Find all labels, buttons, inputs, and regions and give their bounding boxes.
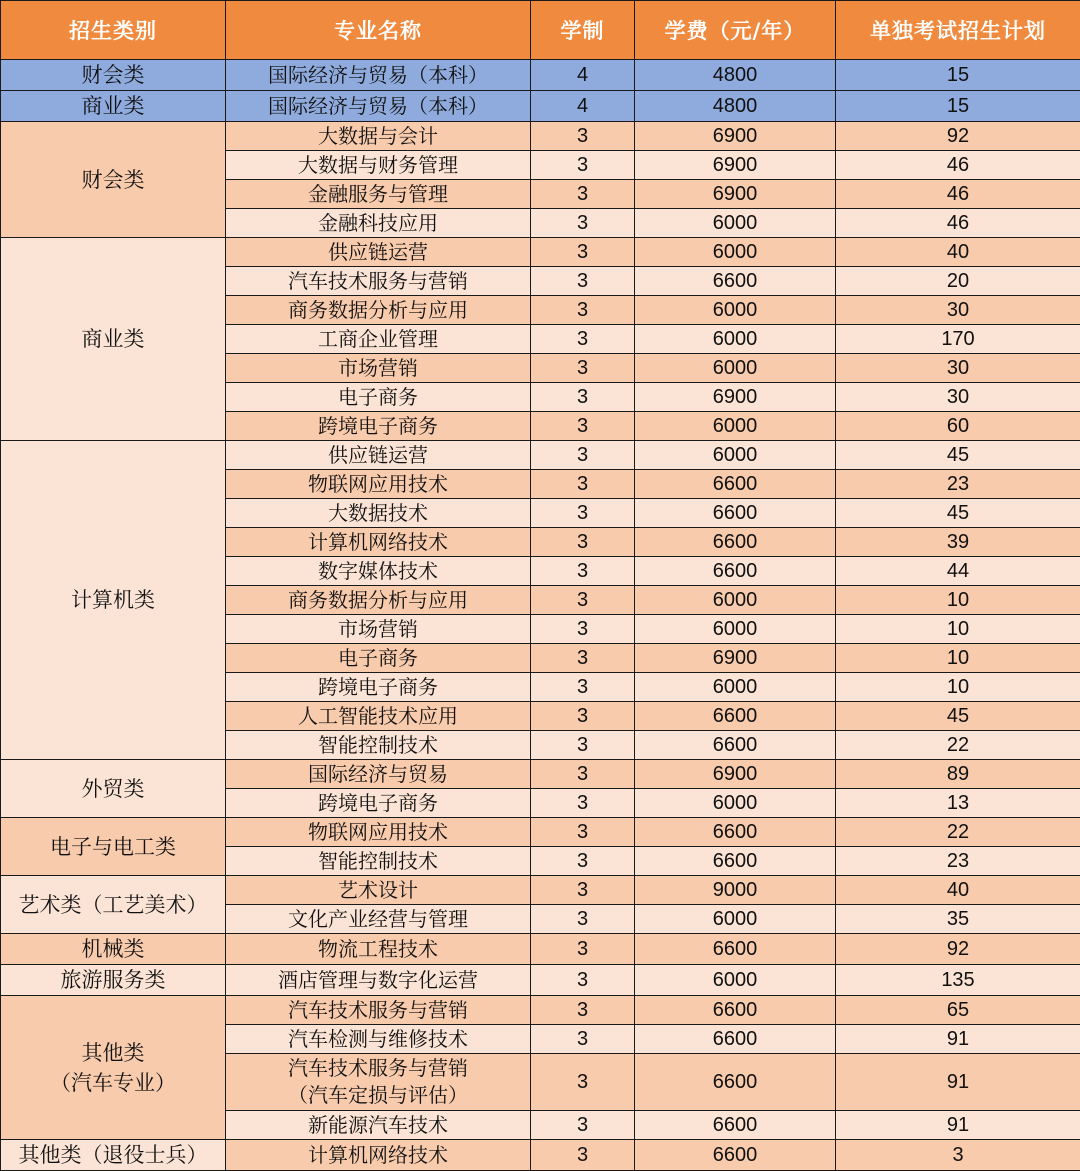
plan-cell: 10 [836,586,1080,615]
major-cell: 汽车技术服务与营销 （汽车定损与评估） [226,1054,531,1111]
category-cell [1,238,226,441]
duration-cell: 3 [531,760,635,789]
plan-cell: 46 [836,151,1080,180]
plan-cell: 89 [836,760,1080,789]
major-cell: 国际经济与贸易（本科） [226,91,531,122]
duration-cell: 3 [531,528,635,557]
plan-cell: 135 [836,965,1080,996]
plan-cell: 45 [836,702,1080,731]
tuition-cell: 6600 [635,528,836,557]
category-cell [1,441,226,760]
tuition-cell: 6000 [635,441,836,470]
category-label: 其他类 （汽车专业） [50,1038,176,1098]
header-row [1,1,1080,60]
table-row [1,965,1080,996]
major-cell: 物流工程技术 [226,934,531,965]
category-cell [1,91,226,122]
plan-cell: 40 [836,238,1080,267]
category-label: 机械类 [82,934,145,964]
tuition-cell: 6900 [635,122,836,151]
plan-cell: 20 [836,267,1080,296]
major-cell: 电子商务 [226,644,531,673]
tuition-cell: 6900 [635,760,836,789]
plan-cell: 3 [836,1140,1080,1171]
table-row [1,818,1080,847]
duration-cell: 3 [531,586,635,615]
plan-cell: 15 [836,91,1080,122]
plan-cell: 91 [836,1111,1080,1140]
tuition-cell: 9000 [635,876,836,905]
duration-cell: 4 [531,60,635,91]
table-row [1,238,1080,267]
header-category: 招生类别 [1,1,226,60]
tuition-cell: 6000 [635,238,836,267]
major-cell: 供应链运营 [226,441,531,470]
plan-cell: 92 [836,122,1080,151]
duration-cell: 3 [531,296,635,325]
tuition-cell: 6600 [635,996,836,1025]
duration-cell: 3 [531,238,635,267]
duration-cell: 3 [531,702,635,731]
plan-cell: 46 [836,180,1080,209]
plan-cell: 15 [836,60,1080,91]
duration-cell: 3 [531,267,635,296]
major-cell: 跨境电子商务 [226,673,531,702]
table-row [1,1140,1080,1171]
duration-cell: 3 [531,876,635,905]
tuition-cell: 6600 [635,934,836,965]
plan-cell: 92 [836,934,1080,965]
tuition-cell: 6600 [635,470,836,499]
category-cell [1,760,226,818]
table-body [1,60,1080,1171]
category-label: 商业类 [82,324,145,354]
major-cell: 跨境电子商务 [226,789,531,818]
category-label: 外贸类 [82,774,145,804]
category-cell [1,876,226,934]
duration-cell: 3 [531,441,635,470]
plan-cell: 44 [836,557,1080,586]
tuition-cell: 6600 [635,499,836,528]
duration-cell: 3 [531,818,635,847]
category-cell [1,818,226,876]
major-cell: 汽车技术服务与营销 [226,267,531,296]
major-cell: 汽车技术服务与营销 [226,996,531,1025]
major-cell: 智能控制技术 [226,847,531,876]
duration-cell: 3 [531,180,635,209]
tuition-cell: 6600 [635,847,836,876]
plan-cell: 22 [836,731,1080,760]
major-cell: 大数据与会计 [226,122,531,151]
tuition-cell: 6000 [635,905,836,934]
tuition-cell: 6900 [635,644,836,673]
tuition-cell: 6600 [635,731,836,760]
major-cell: 新能源汽车技术 [226,1111,531,1140]
major-cell: 金融服务与管理 [226,180,531,209]
category-cell [1,934,226,965]
table-row [1,760,1080,789]
tuition-cell: 6600 [635,818,836,847]
tuition-cell: 4800 [635,91,836,122]
category-label: 财会类 [82,165,145,195]
tuition-cell: 6600 [635,1111,836,1140]
tuition-cell: 6600 [635,1140,836,1171]
major-cell: 供应链运营 [226,238,531,267]
tuition-cell: 4800 [635,60,836,91]
major-cell: 大数据与财务管理 [226,151,531,180]
plan-cell: 10 [836,615,1080,644]
duration-cell: 3 [531,383,635,412]
duration-cell: 3 [531,905,635,934]
major-cell: 艺术设计 [226,876,531,905]
major-cell: 汽车检测与维修技术 [226,1025,531,1054]
tuition-cell: 6000 [635,325,836,354]
major-cell: 计算机网络技术 [226,1140,531,1171]
category-label: 旅游服务类 [61,965,166,995]
table-row [1,934,1080,965]
major-cell: 国际经济与贸易 [226,760,531,789]
plan-cell: 39 [836,528,1080,557]
duration-cell: 3 [531,673,635,702]
duration-cell: 3 [531,1111,635,1140]
major-cell: 商务数据分析与应用 [226,586,531,615]
table-row [1,996,1080,1025]
plan-cell: 22 [836,818,1080,847]
plan-cell: 35 [836,905,1080,934]
duration-cell: 3 [531,996,635,1025]
duration-cell: 3 [531,354,635,383]
tuition-cell: 6600 [635,702,836,731]
plan-cell: 23 [836,470,1080,499]
duration-cell: 3 [531,1140,635,1171]
major-cell: 酒店管理与数字化运营 [226,965,531,996]
major-cell: 数字媒体技术 [226,557,531,586]
plan-cell: 65 [836,996,1080,1025]
category-cell [1,60,226,91]
header-duration: 学制 [531,1,635,60]
tuition-cell: 6900 [635,180,836,209]
table-row [1,122,1080,151]
major-cell: 跨境电子商务 [226,412,531,441]
duration-cell: 3 [531,965,635,996]
major-cell: 物联网应用技术 [226,470,531,499]
category-label: 其他类（退役士兵） [19,1140,208,1170]
tuition-cell: 6000 [635,412,836,441]
table-row [1,876,1080,905]
major-cell: 国际经济与贸易（本科） [226,60,531,91]
plan-cell: 40 [836,876,1080,905]
header-tuition: 学费（元/年） [635,1,836,60]
plan-cell: 10 [836,644,1080,673]
major-cell: 物联网应用技术 [226,818,531,847]
tuition-cell: 6600 [635,267,836,296]
tuition-cell: 6000 [635,354,836,383]
major-cell: 大数据技术 [226,499,531,528]
duration-cell: 3 [531,151,635,180]
plan-cell: 170 [836,325,1080,354]
plan-cell: 13 [836,789,1080,818]
tuition-cell: 6000 [635,209,836,238]
duration-cell: 4 [531,91,635,122]
tuition-cell: 6600 [635,1054,836,1111]
plan-cell: 46 [836,209,1080,238]
table-row [1,60,1080,91]
duration-cell: 3 [531,615,635,644]
tuition-cell: 6000 [635,296,836,325]
major-cell: 文化产业经营与管理 [226,905,531,934]
duration-cell: 3 [531,122,635,151]
duration-cell: 3 [531,847,635,876]
plan-cell: 30 [836,296,1080,325]
duration-cell: 3 [531,644,635,673]
plan-cell: 45 [836,499,1080,528]
header-major: 专业名称 [226,1,531,60]
major-cell: 市场营销 [226,615,531,644]
tuition-cell: 6000 [635,586,836,615]
category-cell [1,122,226,238]
tuition-cell: 6000 [635,789,836,818]
duration-cell: 3 [531,325,635,354]
table-row [1,91,1080,122]
header-plan: 单独考试招生计划 [836,1,1080,60]
tuition-cell: 6600 [635,557,836,586]
major-cell: 计算机网络技术 [226,528,531,557]
tuition-cell: 6900 [635,151,836,180]
duration-cell: 3 [531,731,635,760]
plan-cell: 23 [836,847,1080,876]
category-label: 商业类 [82,91,145,121]
duration-cell: 3 [531,789,635,818]
table-row [1,441,1080,470]
duration-cell: 3 [531,499,635,528]
tuition-cell: 6900 [635,383,836,412]
plan-cell: 30 [836,383,1080,412]
plan-cell: 91 [836,1054,1080,1111]
plan-cell: 30 [836,354,1080,383]
category-cell [1,965,226,996]
category-cell [1,1140,226,1171]
major-cell: 人工智能技术应用 [226,702,531,731]
major-cell: 智能控制技术 [226,731,531,760]
tuition-cell: 6000 [635,615,836,644]
duration-cell: 3 [531,1054,635,1111]
duration-cell: 3 [531,412,635,441]
major-cell: 市场营销 [226,354,531,383]
major-cell: 电子商务 [226,383,531,412]
tuition-cell: 6600 [635,1025,836,1054]
duration-cell: 3 [531,1025,635,1054]
duration-cell: 3 [531,209,635,238]
major-cell: 商务数据分析与应用 [226,296,531,325]
plan-cell: 10 [836,673,1080,702]
tuition-cell: 6000 [635,965,836,996]
category-label: 艺术类（工艺美术） [19,890,208,920]
plan-cell: 60 [836,412,1080,441]
major-cell: 金融科技应用 [226,209,531,238]
duration-cell: 3 [531,934,635,965]
category-label: 电子与电工类 [50,832,176,862]
category-cell [1,996,226,1140]
category-label: 财会类 [82,60,145,90]
duration-cell: 3 [531,557,635,586]
category-label: 计算机类 [71,585,155,615]
tuition-cell: 6000 [635,673,836,702]
plan-cell: 45 [836,441,1080,470]
major-cell: 工商企业管理 [226,325,531,354]
duration-cell: 3 [531,470,635,499]
plan-cell: 91 [836,1025,1080,1054]
